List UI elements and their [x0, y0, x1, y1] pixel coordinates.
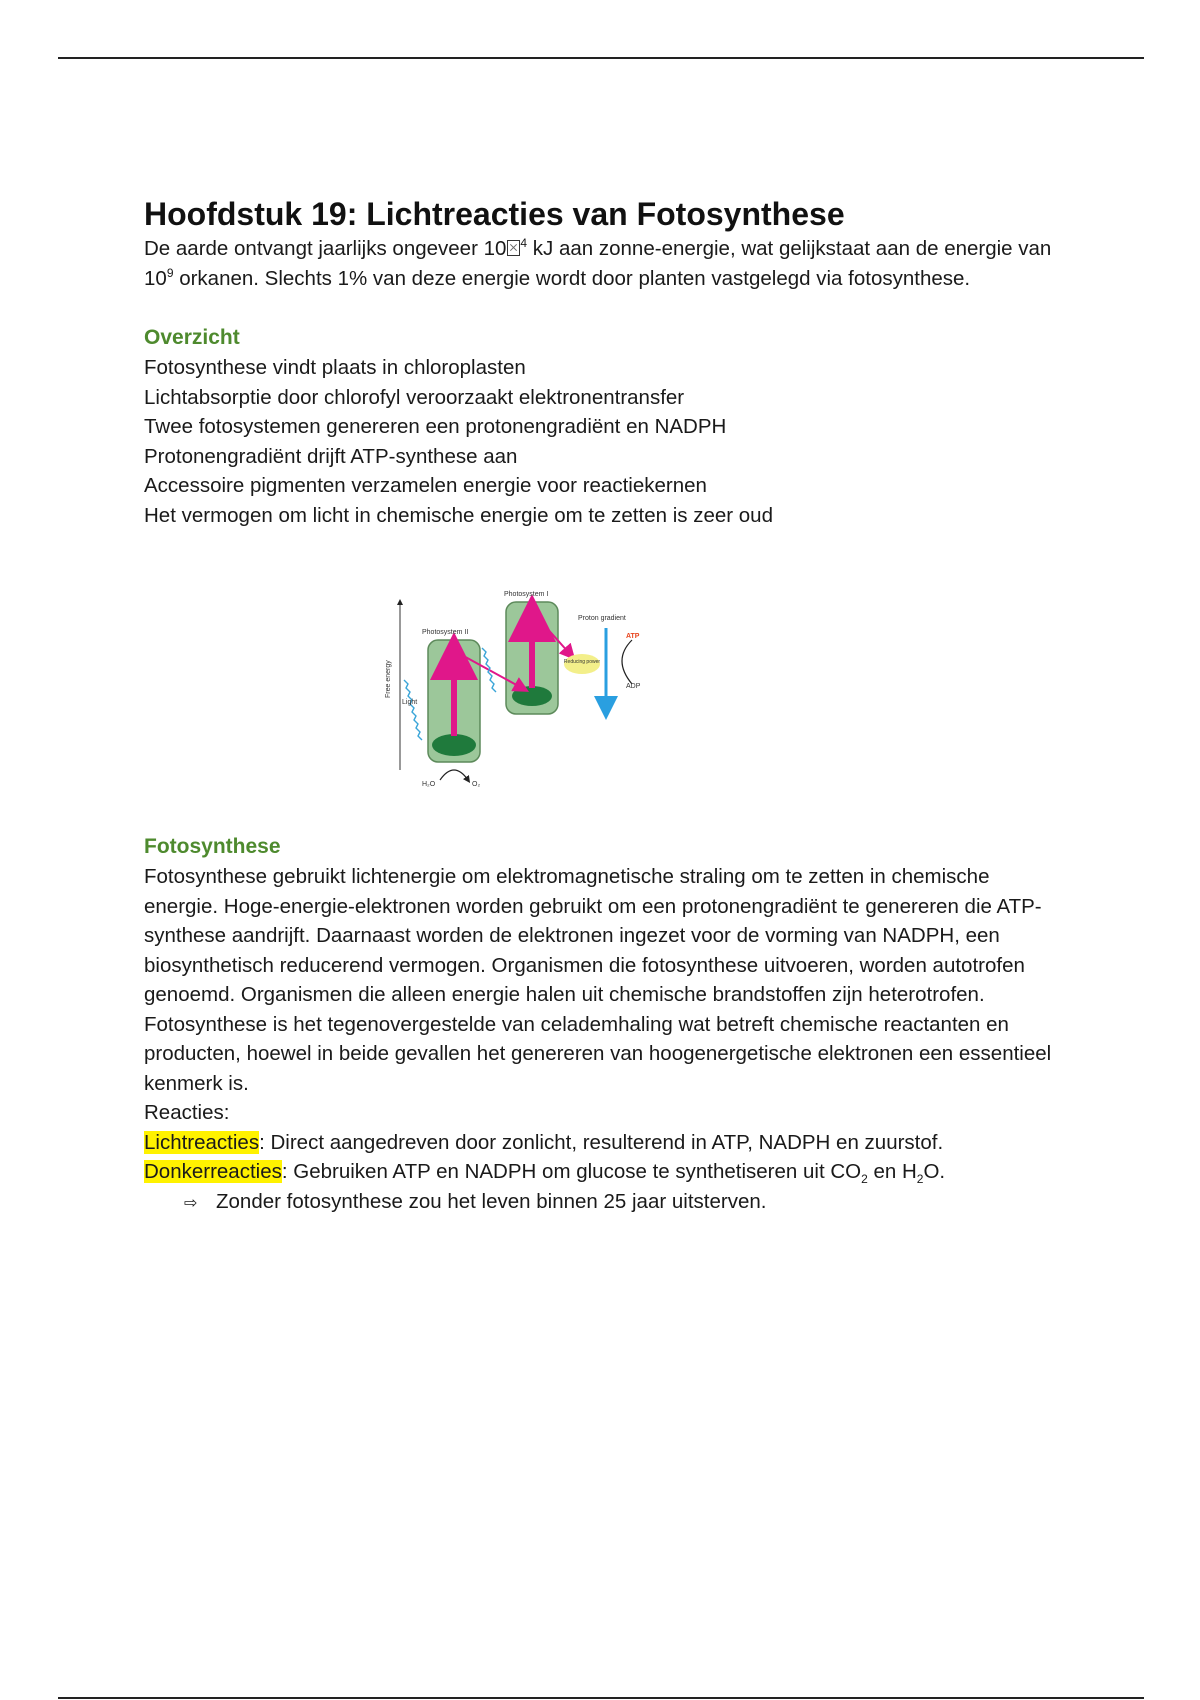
reacties-label: Reacties:: [144, 1101, 230, 1124]
overzicht-item: Lichtabsorptie door chlorofyl veroorzaakt elektronentransfer: [144, 385, 685, 409]
free-energy-label: Free energy: [385, 660, 392, 698]
intro-sup1: 4: [520, 236, 528, 251]
photosystem-2-label: Photosystem II: [422, 629, 469, 636]
intro-sup2: 9: [166, 265, 174, 280]
bottom-rule: [58, 1697, 1144, 1699]
overzicht-heading: Overzicht: [144, 326, 240, 349]
co2-subscript: 2: [861, 1172, 868, 1187]
top-rule: [58, 57, 1144, 59]
conclusion-line: [144, 1187, 1064, 1219]
intro-part1: De aarde ontvangt jaarlijks ongeveer 10: [144, 237, 507, 260]
overzicht-item: Protonengradiënt drijft ATP-synthese aan: [144, 444, 518, 468]
water-splitting-arrow: [440, 770, 468, 780]
light-label: Light: [402, 699, 418, 706]
h2o-subscript: 2: [916, 1172, 924, 1187]
overzicht-item: Accessoire pigmenten verzamelen energie voor reactiekernen: [144, 474, 707, 497]
donkerreacties-term: Donkerreacties: [144, 1160, 282, 1183]
intro-part3: orkanen. Slechts 1% van deze energie wordt door planten vastgelegd via fotosynthese.: [173, 266, 971, 290]
donkerreacties-line: [144, 1157, 1064, 1187]
z-scheme-figure: [356, 560, 712, 810]
o2-label: O₂: [472, 781, 481, 788]
z-scheme-diagram: [356, 560, 712, 810]
lichtreacties-line: [144, 1128, 1064, 1158]
atp-synthesis-curve: [622, 640, 632, 684]
overzicht-item: Fotosynthese vindt plaats in chloroplasten: [144, 356, 526, 379]
intro-part2: kJ aan zonne-energie, wat gelijkstaat aan de energie van 10: [144, 237, 1052, 290]
document-body: [144, 194, 1064, 1218]
overzicht-item: Twee fotosystemen genereren een protonengradiënt en NADPH: [144, 415, 727, 438]
lichtreacties-text: : Direct aangedreven door zonlicht, resulterend in ATP, NADPH en zuurstof.: [259, 1130, 944, 1154]
photosystem-2-core: [432, 734, 476, 756]
donkerreacties-text-1: : Gebruiken ATP en NADPH om glucose te synthetiseren uit CO: [281, 1160, 862, 1183]
donkerreacties-text-3: O.: [923, 1160, 946, 1183]
atp-label: ATP: [626, 633, 640, 640]
missing-glyph-icon: [507, 240, 520, 256]
fotosynthese-paragraph-1: Fotosynthese gebruikt lichtenergie om elektromagnetische straling om te zetten in chemische energie. Hoge-energie-elektronen worden gebruikt om een protonengradiënt te genereren die ATP-synthese aandrijft. Daarnaast worden de elektronen ingezet voor de vorming van NADPH, een biosynthetisch reducerend vermogen. Organismen die fotosynthese uitvoeren, worden autotrofen genoemd. Organismen die alleen energie halen uit chemische brandstoffen zijn heterotrofen.: [144, 865, 1042, 1006]
lichtreacties-term: Lichtreacties: [144, 1130, 260, 1154]
h2o-label: H₂O: [422, 781, 436, 788]
donkerreacties-text-2: en H: [867, 1160, 917, 1183]
reducing-power-label: Reducing power: [563, 659, 601, 665]
fotosynthese-paragraph-2: Fotosynthese is het tegenovergestelde van celademhaling wat betreft chemische reactanten en producten, hoewel in beide gevallen het genereren van hoogenergetische elektronen een essentieel kenmerk is.: [144, 1012, 1052, 1095]
photosystem-1-core: [512, 686, 552, 706]
overzicht-item: Het vermogen om licht in chemische energie om te zetten is zeer oud: [144, 503, 773, 527]
adp-label: ADP: [626, 683, 641, 690]
fotosynthese-heading: Fotosynthese: [144, 835, 281, 858]
page-title: Hoofdstuk 19: Lichtreacties van Fotosynthese: [144, 196, 845, 232]
conclusion-text: Zonder fotosynthese zou het leven binnen 25 jaar uitsterven.: [216, 1189, 767, 1213]
light-wave-icon: [482, 648, 496, 692]
intro-paragraph: [144, 234, 1064, 293]
overzicht-list: [144, 353, 1064, 530]
arrow-right-icon: ⇨: [184, 1194, 198, 1212]
proton-gradient-label: Proton gradient: [578, 615, 626, 622]
photosystem-1-label: Photosystem I: [504, 591, 549, 598]
light-wave-icon: [404, 680, 422, 740]
